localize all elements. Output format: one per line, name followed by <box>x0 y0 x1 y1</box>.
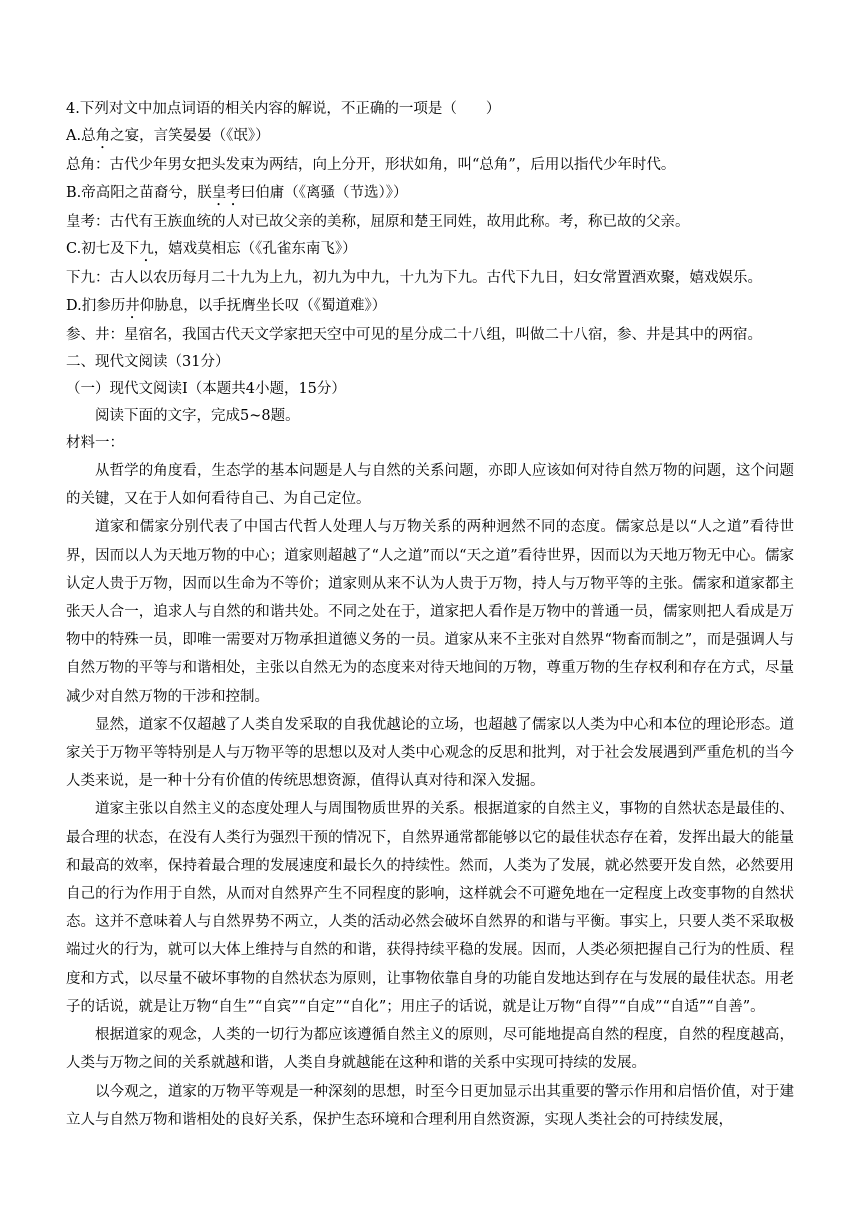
article-paragraph: 从哲学的角度看，生态学的基本问题是人与自然的关系问题，亦即人应该如何对待自然万物的问题，这个问题的关键，又在于人如何看待自己、为自己定位。 <box>66 463 794 508</box>
document-page <box>66 96 794 1134</box>
option-text-before: 帝高阳之苗裔兮，朕 <box>81 184 212 201</box>
article-paragraph: 根据道家的观念，人类的一切行为都应该遵循自然主义的原则，尽可能地提高自然的程度，自然的程度越高，人类与万物之间的关系就越和谐，人类自身就越能在这种和谐的关系中实现可持续的发展。 <box>66 1027 794 1072</box>
option-c-explanation: 下九：古人以农历每月二十九为上九，初九为中九，十九为下九。古代下九日，妇女常置酒欢聚，嬉戏娱乐。 <box>66 270 762 287</box>
option-text-after: ，嬉戏莫相忘（《孔雀东南飞》） <box>153 241 357 258</box>
dotted-word: 井 <box>125 297 140 314</box>
article-paragraph: 道家和儒家分别代表了中国古代哲人处理人与万物关系的两种迥然不同的态度。儒家总是以“人之道”看待世界，因而以人为天地万物的中心；道家则超越了“人之道”而以“天之道”看待世界，因而以为天地万物无中心。儒家认定人贵于万物，因而以生命为不等价；道家则从来不认为人贵于万物，持人与万物平等的主张。儒家和道家都主张天人合一，追求人与自然的和谐共处。不同之处在于，道家把人看作是万物中的普通一员，儒家则把人看成是万物中的特殊一员，即唯一需要对万物承担道德义务的一员。道家从来不主张对自然界“物畜而制之”，而是强调人与自然万物的平等与和谐相处，主张以自然无为的态度来对待天地间的万物，尊重万物的生存权利和存在方式，尽量减少对自然万物的干涉和控制。 <box>66 519 794 705</box>
option-label: A. <box>66 128 82 145</box>
option-text-before: 初七及下 <box>81 241 140 258</box>
option-text-after: 之宴，言笑晏晏（《氓》） <box>110 128 270 145</box>
option-b-explanation: 皇考：古代有王族血统的人对已故父亲的美称，屈原和楚王同姓，故用此称。考，称已故的父亲。 <box>66 213 690 230</box>
section-title: 二、现代文阅读（31分） <box>66 354 230 371</box>
option-b <box>66 180 794 209</box>
option-c <box>66 236 794 265</box>
option-text-before: 总 <box>81 128 96 145</box>
option-d-explanation: 参、井：星宿名，我国古代天文学家把天空中可见的星分成二十八组，叫做二十八宿，参、井是其中的两宿。 <box>66 326 762 343</box>
option-d <box>66 293 794 322</box>
option-text-after: 曰伯庸（《离骚（节选）》） <box>240 184 408 201</box>
material-label: 材料一： <box>66 435 124 452</box>
article-paragraph: 显然，道家不仅超越了人类自发采取的自我优越论的立场，也超越了儒家以人类为中心和本位的理论形态。道家关于万物平等特别是人与万物平等的思想以及对人类中心观念的反思和批判，对于社会发展遇到严重危机的当今人类来说，是一种十分有价值的传统思想资源，值得认真对待和深入发掘。 <box>66 716 794 790</box>
article-body <box>66 457 794 1134</box>
section-subtitle: （一）现代文阅读Ⅰ（本题共4小题，15分） <box>66 381 346 398</box>
article-paragraph: 以今观之，道家的万物平等观是一种深刻的思想，时至今日更加显示出其重要的警示作用和启悟价值，对于建立人与自然万物和谐相处的良好关系，保护生态环境和合理利用自然资源，实现人类社会的可持续发展， <box>66 1083 794 1128</box>
option-text-before: 扪参历 <box>81 297 126 314</box>
dotted-word: 皇考 <box>211 184 241 201</box>
question-4 <box>66 96 794 349</box>
option-label: C. <box>66 241 82 258</box>
reading-instruction: 阅读下面的文字，完成5~8题。 <box>95 408 300 425</box>
option-label: B. <box>66 184 82 201</box>
dotted-word: 角 <box>95 128 111 145</box>
option-label: D. <box>66 297 82 314</box>
option-a <box>66 123 794 152</box>
question-stem: 4.下列对文中加点词语的相关内容的解说，不正确的一项是（ ） <box>66 101 501 117</box>
option-text-after: 仰胁息，以手抚膺坐长叹（《蜀道难》） <box>139 297 387 314</box>
article-paragraph: 道家主张以自然主义的态度处理人与周围物质世界的关系。根据道家的自然主义，事物的自然状态是最佳的、最合理的状态，在没有人类行为强烈干预的情况下，自然界通常都能够以它的最佳状态存在着，发挥出最大的能量和最高的效率，保持着最合理的发展速度和最长久的持续性。然而，人类为了发展，就必然要开发自然，必然要用自己的行为作用于自然，从而对自然界产生不同程度的影响，这样就会不可避免地在一定程度上改变事物的自然状态。这并不意味着人与自然界势不两立，人类的活动必然会破坏自然界的和谐与平衡。事实上，只要人类不采取极端过火的行为，就可以大体上维持与自然的和谐，获得持续平稳的发展。因而，人类必须把握自己行为的性质、程度和方式，以尽量不破坏事物的自然状态为原则，让事物依靠自身的功能自发地达到存在与发展的最佳状态。用老子的话说，就是让万物“自生”“自宾”“自定”“自化”；用庄子的话说，就是让万物“自得”“自成”“自适”“自善”。 <box>66 801 794 1015</box>
option-a-explanation: 总角：古代少年男女把头发束为两结，向上分开，形状如角，叫“总角”，后用以指代少年时代。 <box>66 157 676 174</box>
dotted-word: 九 <box>139 241 154 258</box>
